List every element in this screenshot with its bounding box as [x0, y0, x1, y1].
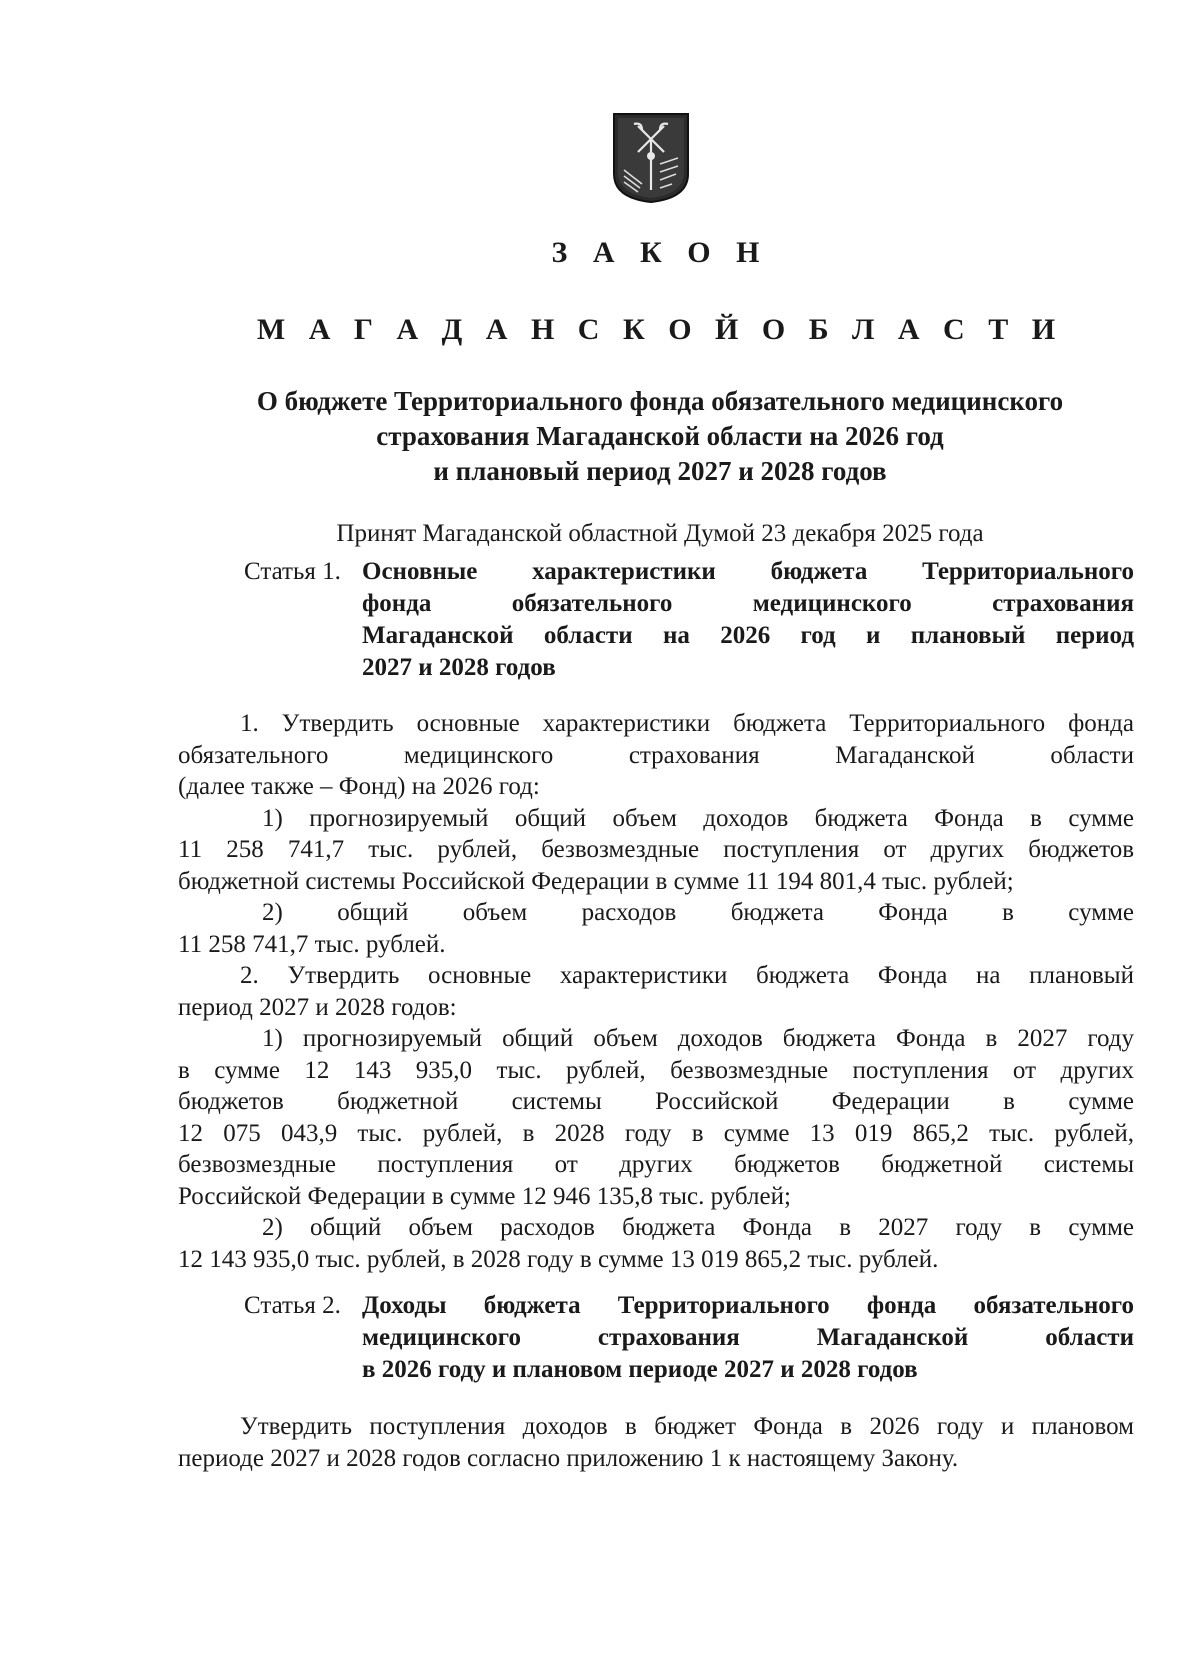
body-line: безвозмездные поступления от других бюджетов бюджетной системы [178, 1151, 1134, 1178]
body-line: 2) общий объем расходов бюджета Фонда в 2027 году в сумме [262, 1214, 1134, 1241]
body-line: 1) прогнозируемый общий объем доходов бюджета Фонда в 2027 году [262, 1025, 1134, 1052]
law-name-line: страхования Магаданской области на 2026 год [376, 421, 944, 451]
article-title-line: Доходы бюджета Территориального фонда обязательного [362, 1292, 1134, 1319]
document-region: М А Г А Д А Н С К О Й О Б Л А С Т И [256, 313, 1064, 346]
article-number: Статья 1. [244, 558, 341, 585]
body-line: 11 258 741,7 тыс. рублей, безвозмездные поступления от других бюджетов [178, 836, 1134, 863]
body-line: 2. Утвердить основные характеристики бюджета Фонда на плановый [240, 962, 1134, 989]
body-line: (далее также – Фонд) на 2026 год: [178, 773, 540, 800]
article-title [362, 556, 1134, 684]
document-title: З А К О Н [551, 236, 769, 269]
article-title [362, 1290, 1134, 1386]
article-title-line: фонда обязательного медицинского страхования [362, 590, 1134, 617]
article-title-line: 2027 и 2028 годов [362, 654, 556, 681]
article-title-line: медицинского страхования Магаданской области [362, 1324, 1134, 1351]
article-1-body [178, 708, 1134, 1275]
coat-of-arms-icon [612, 112, 690, 204]
body-line: период 2027 и 2028 годов: [178, 993, 457, 1021]
body-line: в сумме 12 143 935,0 тыс. рублей, безвозмездные поступления от других [178, 1056, 1134, 1084]
body-line: 1. Утвердить основные характеристики бюджета Территориального фонда [240, 710, 1134, 737]
article-title-line: Основные характеристики бюджета Территориального [362, 558, 1134, 585]
body-line: 12 143 935,0 тыс. рублей, в 2028 году в сумме 13 019 865,2 тыс. рублей. [178, 1245, 939, 1273]
article-2-body [178, 1411, 1134, 1474]
body-line: 1) прогнозируемый общий объем доходов бюджета Фонда в сумме [262, 804, 1134, 832]
article-number: Статья 2. [244, 1292, 341, 1319]
law-name [180, 384, 1140, 489]
article-2-heading [244, 1290, 1134, 1386]
body-line: Утвердить поступления доходов в бюджет Фонда в 2026 году и плановом [240, 1413, 1134, 1440]
body-line: Российской Федерации в сумме 12 946 135,8 тыс. рублей; [178, 1182, 791, 1210]
body-line: периоде 2027 и 2028 годов согласно приложению 1 к настоящему Закону. [178, 1444, 959, 1472]
adoption-note: Принят Магаданской областной Думой 23 декабря 2025 года [336, 520, 984, 547]
body-line: 11 258 741,7 тыс. рублей. [178, 930, 446, 958]
article-title-line: в 2026 году и плановом периоде 2027 и 2028 годов [362, 1356, 918, 1383]
article-title-line: Магаданской области на 2026 год и плановый период [362, 622, 1134, 649]
article-1-heading [244, 556, 1134, 684]
body-line: бюджетной системы Российской Федерации в сумме 11 194 801,4 тыс. рублей; [178, 867, 1014, 895]
law-name-line: и плановый период 2027 и 2028 годов [433, 456, 887, 486]
body-line: бюджетов бюджетной системы Российской Федерации в сумме [178, 1088, 1134, 1115]
body-line: 2) общий объем расходов бюджета Фонда в сумме [262, 899, 1134, 926]
body-line: 12 075 043,9 тыс. рублей, в 2028 году в сумме 13 019 865,2 тыс. рублей, [178, 1119, 1134, 1147]
body-line: обязательного медицинского страхования Магаданской области [178, 741, 1134, 769]
law-name-line: О бюджете Территориального фонда обязательного медицинского [256, 386, 1064, 416]
